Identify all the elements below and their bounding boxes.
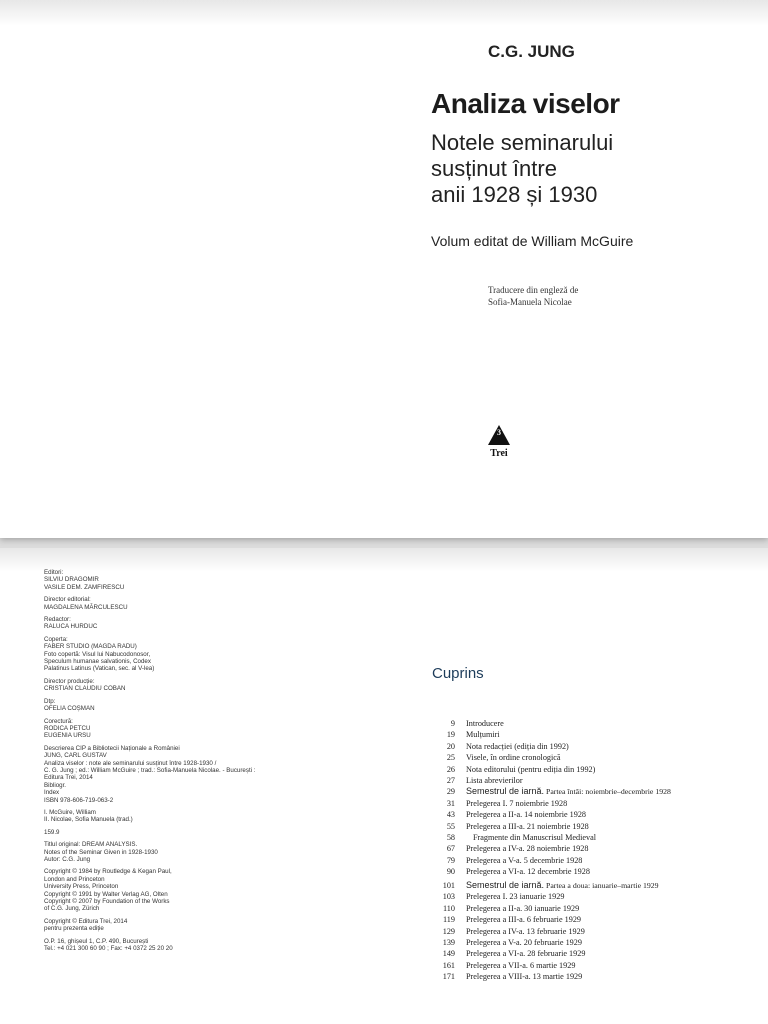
toc-row [428, 937, 748, 948]
credits-line: Corectură: [44, 717, 73, 725]
toc-page-number: 25 [446, 753, 455, 763]
toc-row [428, 843, 748, 854]
credits-line: University Press, Princeton [44, 883, 119, 891]
toc-row [428, 775, 748, 786]
credits-column [44, 569, 274, 957]
toc-page-number: 27 [446, 775, 455, 785]
toc-row [428, 914, 748, 925]
toc-page-number: 90 [446, 867, 455, 877]
toc-entry-subtitle: Partea întâi: noiembrie–decembrie 1928 [544, 787, 671, 797]
toc-page-number: 20 [446, 741, 455, 751]
credits-line: RODICA PETCU [44, 724, 91, 732]
credits-line: FABER STUDIO (MAGDA RADU) [44, 643, 137, 651]
toc-entry-text [455, 764, 595, 775]
toc-entry-title: Prelegerea a III-a. 6 februarie 1929 [466, 915, 582, 925]
toc-entry-text [455, 855, 582, 866]
toc-row [428, 764, 748, 775]
toc-entry-text [455, 786, 671, 797]
toc-row [428, 821, 748, 832]
toc-entry-title: Mulțumiri [466, 730, 500, 740]
toc-entry-text [455, 866, 590, 877]
toc-page-number: 67 [446, 844, 455, 854]
toc-entry-title: Introducere [466, 719, 504, 728]
credits-line: of C.G. Jung, Zürich [44, 905, 100, 913]
publisher-logo-number: 3 [497, 428, 501, 437]
credits-block [44, 918, 274, 933]
toc-entry-title: Nota redacției (ediția din 1992) [466, 741, 569, 751]
toc-page-number: 119 [443, 915, 455, 925]
toc-entry-title: Prelegerea a IV-a. 13 februarie 1929 [466, 926, 585, 936]
book-subtitle [431, 130, 613, 208]
toc-row [428, 960, 748, 971]
credits-line: Copyright © 1991 by Walter Verlag AG, Olten [44, 890, 168, 898]
toc-page-number: 139 [442, 937, 455, 947]
toc-row [428, 741, 748, 752]
subtitle-line: susținut între [431, 156, 557, 181]
credits-line: Director editorial: [44, 596, 91, 604]
credits-block [44, 745, 274, 804]
credits-line: Palatinus Latinus (Vatican, sec. al V-lea) [44, 665, 155, 673]
credits-block [44, 616, 274, 631]
credits-line: Descrierea CIP a Bibliotecii Naționale a României [44, 744, 180, 752]
toc-page-number: 9 [450, 719, 455, 728]
credits-line: SILVIU DRAGOMIR [44, 576, 99, 584]
author-name: C.G. JUNG [488, 42, 575, 61]
toc-entry-title: Prelegerea a II-a. 14 noiembrie 1928 [466, 810, 587, 820]
toc-page-number: 55 [446, 821, 455, 831]
toc-row [428, 971, 748, 982]
credits-block [44, 569, 274, 591]
toc-row [428, 866, 748, 877]
toc-entry-title: Prelegerea a V-a. 20 februarie 1929 [466, 937, 582, 947]
credits-line: London and Princeton [44, 875, 105, 883]
credits-block [44, 829, 274, 836]
credits-line: II. Nicolae, Sofia Manuela (trad.) [44, 816, 133, 824]
toc-entry-text [455, 741, 569, 752]
credits-block [44, 718, 274, 740]
credits-block [44, 841, 274, 863]
toc-row [428, 891, 748, 902]
credits-line: 159.9 [44, 828, 60, 836]
table-of-contents [428, 718, 748, 982]
credits-line: Editura Trei, 2014 [44, 774, 93, 782]
credits-line: Titlul original: DREAM ANALYSIS. [44, 841, 138, 849]
toc-page-number: 103 [442, 892, 455, 902]
toc-entry-title: Nota editorului (pentru ediția din 1992) [466, 764, 596, 774]
credits-line: Speculum humanae salvationis, Codex [44, 658, 151, 666]
credits-line: I. McGuire, William [44, 808, 96, 816]
toc-page-number: 19 [446, 730, 455, 740]
credits-line: O.P. 16, ghișeul 1, C.P. 490, București [44, 937, 149, 945]
toc-entry-title: Prelegerea a III-a. 21 noiembrie 1928 [466, 821, 589, 831]
credits-line: MAGDALENA MĂRCULESCU [44, 603, 128, 611]
credits-line: VASILE DEM. ZAMFIRESCU [44, 583, 125, 591]
toc-section-row [428, 786, 748, 797]
credits-line: EUGENIA URSU [44, 732, 91, 740]
toc-entry-title: Visele, în ordine cronologică [466, 753, 561, 763]
credits-line: OFELIA COȘMAN [44, 705, 95, 713]
credits-line: Bibliogr. [44, 781, 67, 789]
credits-line: Redactor: [44, 616, 71, 624]
toc-entry-text [455, 843, 588, 854]
translator-credit [488, 284, 578, 308]
toc-entry-title: Prelegerea a VIII-a. 13 martie 1929 [466, 972, 583, 982]
toc-row [428, 948, 748, 959]
toc-entry-text [455, 891, 564, 902]
credits-line: CRISTIAN CLAUDIU COBAN [44, 685, 126, 693]
toc-row [428, 926, 748, 937]
credits-line: Analiza viselor : note ale seminarului susținut între 1928-1930 / [44, 759, 217, 767]
credits-line: Coperta: [44, 635, 68, 643]
toc-page-number: 101 [442, 880, 455, 890]
credits-block [44, 636, 274, 673]
toc-row [428, 903, 748, 914]
credits-line: Copyright © Editura Trei, 2014 [44, 917, 128, 925]
credits-line: Autor: C.G. Jung [44, 856, 91, 863]
editor-credit: Volum editat de William McGuire [431, 233, 634, 249]
toc-entry-title: Prelegerea I. 23 ianuarie 1929 [466, 892, 565, 902]
toc-heading: Cuprins [432, 665, 484, 682]
credits-line: RALUCA HURDUC [44, 623, 98, 631]
book-title: Analiza viselor [431, 88, 620, 119]
toc-entry-text [455, 926, 585, 937]
translation-label: Traducere din engleză de [488, 285, 579, 295]
toc-page-number: 43 [446, 810, 455, 820]
publisher-triangle-icon [486, 424, 512, 446]
toc-entry-text [455, 880, 659, 891]
toc-entry-title: Semestrul de iarnă. [466, 786, 545, 797]
subtitle-line: Notele seminarului [431, 130, 614, 155]
toc-entry-text [455, 775, 523, 786]
toc-section-row [428, 880, 748, 891]
toc-page-number: 171 [442, 972, 455, 982]
publisher-logo-text: Trei [490, 448, 508, 459]
toc-entry-text [455, 729, 500, 740]
toc-entry-title: Prelegerea a V-a. 5 decembrie 1928 [466, 855, 583, 865]
credits-line: JUNG, CARL GUSTAV [44, 752, 107, 760]
toc-entry-text [455, 948, 585, 959]
toc-entry-title: Lista abrevierilor [466, 775, 523, 785]
credits-block [44, 868, 274, 912]
credits-line: Index [44, 789, 60, 797]
toc-page-number: 161 [442, 960, 455, 970]
credits-line: Foto copertă: Visul lui Nabucodonosor, [44, 650, 151, 658]
toc-page-number: 79 [446, 855, 455, 865]
toc-entry-title: Prelegerea a VI-a. 28 februarie 1929 [466, 949, 586, 959]
toc-page-number: 29 [446, 787, 455, 797]
credits-block [44, 698, 274, 713]
toc-page-number: 31 [446, 798, 455, 808]
toc-row [428, 809, 748, 820]
toc-entry-text [455, 798, 567, 809]
toc-row [428, 832, 748, 843]
credits-line: Notes of the Seminar Given in 1928-1930 [44, 848, 158, 856]
toc-entry-title: Prelegerea a VI-a. 12 decembrie 1928 [466, 867, 590, 877]
toc-entry-text [455, 903, 579, 914]
credits-block [44, 596, 274, 611]
credits-line: Copyright © 1984 by Routledge & Kegan Paul, [44, 868, 172, 876]
toc-row [428, 718, 748, 729]
credits-block [44, 938, 274, 953]
toc-entry-title: Fragmente din Manuscrisul Medieval [473, 832, 597, 842]
toc-row [428, 752, 748, 763]
credits-line: Director producție: [44, 677, 95, 685]
toc-page-number: 58 [446, 832, 455, 842]
toc-entry-subtitle: Partea a doua: ianuarie–martie 1929 [544, 880, 659, 890]
toc-entry-text [455, 718, 504, 729]
toc-entry-text [455, 752, 561, 763]
credits-line: C. G. Jung ; ed.: William McGuire ; trad.: Sofia-Manuela Nicolae. - București : [44, 766, 256, 774]
credits-line: Editori: [44, 569, 64, 576]
publisher-logo [486, 424, 512, 459]
toc-row [428, 729, 748, 740]
toc-entry-title: Prelegerea a IV-a. 28 noiembrie 1928 [466, 844, 589, 854]
toc-page-number: 26 [446, 764, 455, 774]
toc-entry-text [455, 832, 596, 843]
toc-page-number: 129 [442, 926, 455, 936]
toc-entry-text [455, 809, 586, 820]
toc-entry-text [455, 821, 589, 832]
subtitle-line: anii 1928 și 1930 [431, 182, 598, 207]
toc-row [428, 798, 748, 809]
credits-line: Tel.: +4 021 300 60 90 ; Fax: +4 0372 25 20 20 [44, 945, 173, 953]
credits-line: ISBN 978-606-719-063-2 [44, 796, 114, 804]
credits-line: pentru prezenta ediție [44, 925, 104, 933]
credits-block [44, 678, 274, 693]
translator-name: Sofia-Manuela Nicolae [488, 297, 572, 307]
toc-entry-text [455, 914, 581, 925]
toc-entry-title: Prelegerea I. 7 noiembrie 1928 [466, 798, 568, 808]
toc-entry-title: Semestrul de iarnă. [466, 879, 545, 890]
credits-line: Copyright © 2007 by Foundation of the Works [44, 898, 170, 906]
credits-block [44, 809, 274, 824]
credits-line: Dtp: [44, 697, 56, 705]
toc-entry-text [455, 960, 575, 971]
toc-entry-title: Prelegerea a II-a. 30 ianuarie 1929 [466, 903, 580, 913]
toc-row [428, 855, 748, 866]
toc-page-number: 110 [443, 903, 455, 913]
toc-entry-title: Prelegerea a VII-a. 6 martie 1929 [466, 960, 576, 970]
toc-page-number: 149 [442, 949, 455, 959]
toc-entry-text [455, 937, 582, 948]
toc-entry-text [455, 971, 582, 982]
